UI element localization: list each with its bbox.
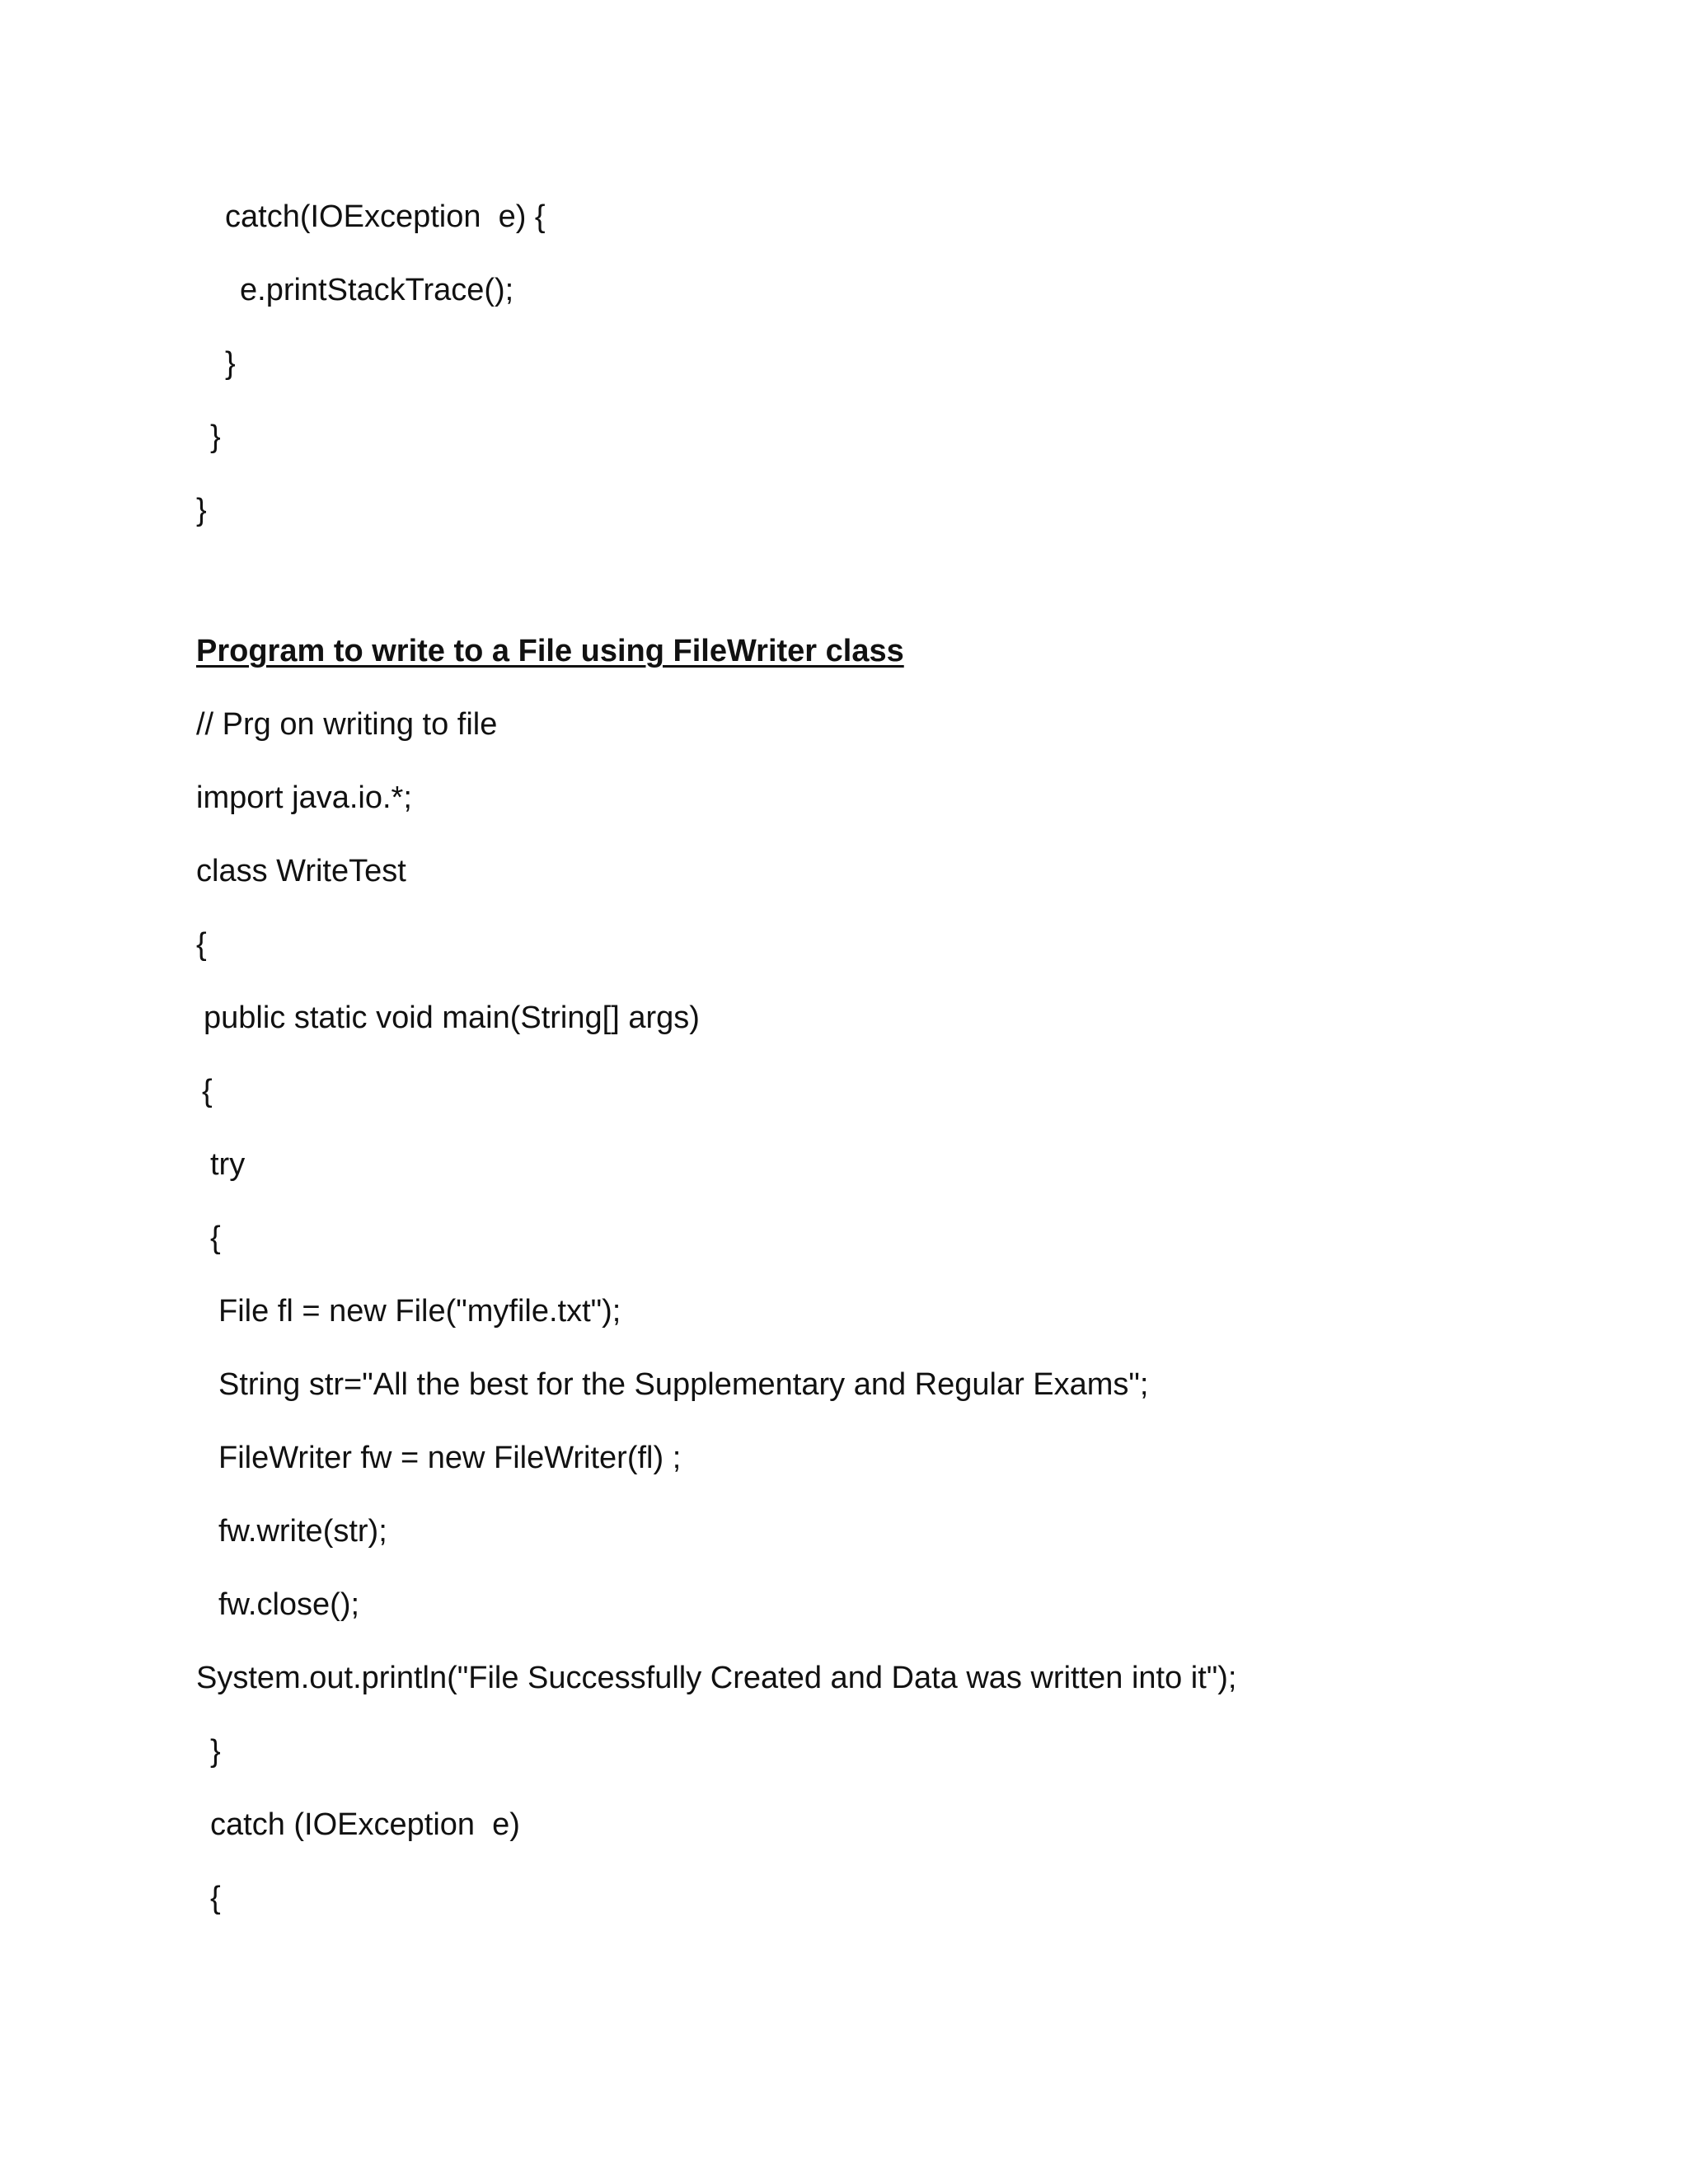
code-line-catch-open: {: [210, 1881, 221, 1915]
code-line-try-close: }: [210, 1734, 221, 1769]
code-line-close-catch: }: [225, 346, 236, 381]
code-line-close-class: }: [196, 493, 207, 527]
code-line-string: String str="All the best for the Supplementary and Regular Exams";: [218, 1367, 1149, 1402]
code-line-try-open: {: [210, 1221, 221, 1255]
code-line-close: fw.close();: [218, 1587, 360, 1622]
code-line-filewriter: FileWriter fw = new FileWriter(fl) ;: [218, 1441, 682, 1475]
section-heading: Program to write to a File using FileWriter class: [196, 634, 904, 668]
code-line-println: System.out.println("File Successfully Created and Data was written into it");: [196, 1661, 1237, 1695]
code-line-class-declaration: class WriteTest: [196, 854, 406, 888]
code-line-close-main: }: [210, 419, 221, 454]
code-line-try: try: [210, 1147, 246, 1182]
code-line-print-stack-trace: e.printStackTrace();: [240, 273, 514, 307]
code-line-class-open: {: [196, 927, 207, 962]
code-line-file: File fl = new File("myfile.txt");: [218, 1294, 621, 1329]
code-line-catch: catch(IOException e) {: [225, 199, 546, 234]
code-line-catch-ioexception: catch (IOException e): [210, 1807, 520, 1842]
code-line-comment: // Prg on writing to file: [196, 707, 498, 742]
code-line-main-open: {: [202, 1074, 213, 1108]
code-line-write: fw.write(str);: [218, 1514, 387, 1549]
code-line-import: import java.io.*;: [196, 780, 412, 815]
code-line-main-declaration: public static void main(String[] args): [204, 1001, 700, 1035]
